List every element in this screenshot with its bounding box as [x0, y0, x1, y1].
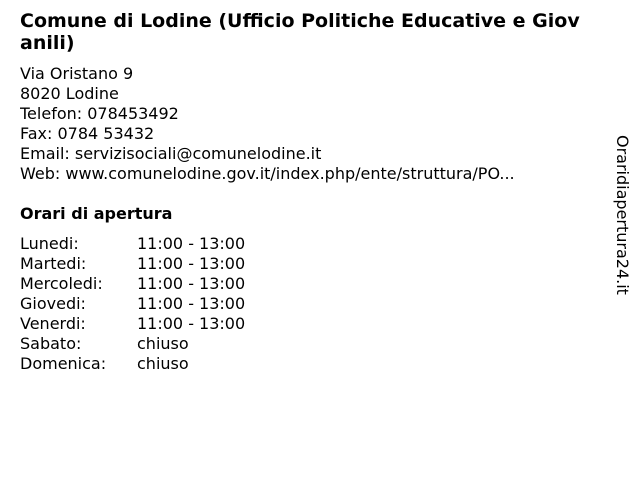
hours-row-sunday: [20, 354, 245, 374]
address-city: 8020 Lodine: [20, 84, 119, 103]
email-address: Email: servizisociali@comunelodine.it: [20, 144, 322, 163]
hours-day: Giovedi:: [20, 294, 86, 313]
hours-time: 11:00 - 13:00: [137, 254, 246, 273]
hours-time: 11:00 - 13:00: [137, 234, 246, 253]
opening-hours-heading: Orari di apertura: [20, 204, 173, 223]
hours-row-monday: [20, 234, 245, 254]
hours-day: Mercoledi:: [20, 274, 103, 293]
hours-day: Sabato:: [20, 334, 82, 353]
page-title: Comune di Lodine (Ufficio Politiche Educative e Giovanili): [20, 10, 580, 54]
hours-row-saturday: [20, 334, 245, 354]
hours-day: Venerdi:: [20, 314, 86, 333]
hours-row-tuesday: [20, 254, 245, 274]
hours-time: chiuso: [137, 354, 189, 373]
fax-number: Fax: 0784 53432: [20, 124, 155, 143]
website-url: Web: www.comunelodine.gov.it/index.php/ente/struttura/PO...: [20, 164, 515, 183]
hours-time: 11:00 - 13:00: [137, 294, 246, 313]
hours-row-wednesday: [20, 274, 245, 294]
contact-info: [20, 64, 590, 184]
hours-day: Martedi:: [20, 254, 87, 273]
hours-row-thursday: [20, 294, 245, 314]
hours-day: Lunedi:: [20, 234, 79, 253]
hours-time: 11:00 - 13:00: [137, 274, 246, 293]
hours-row-friday: [20, 314, 245, 334]
phone-number: Telefon: 078453492: [20, 104, 179, 123]
site-brand-watermark: Oraridiapertura24.it: [613, 135, 632, 295]
hours-time: chiuso: [137, 334, 189, 353]
hours-time: 11:00 - 13:00: [137, 314, 246, 333]
address-street: Via Oristano 9: [20, 64, 134, 83]
hours-day: Domenica:: [20, 354, 107, 373]
opening-hours-table: [20, 234, 245, 374]
